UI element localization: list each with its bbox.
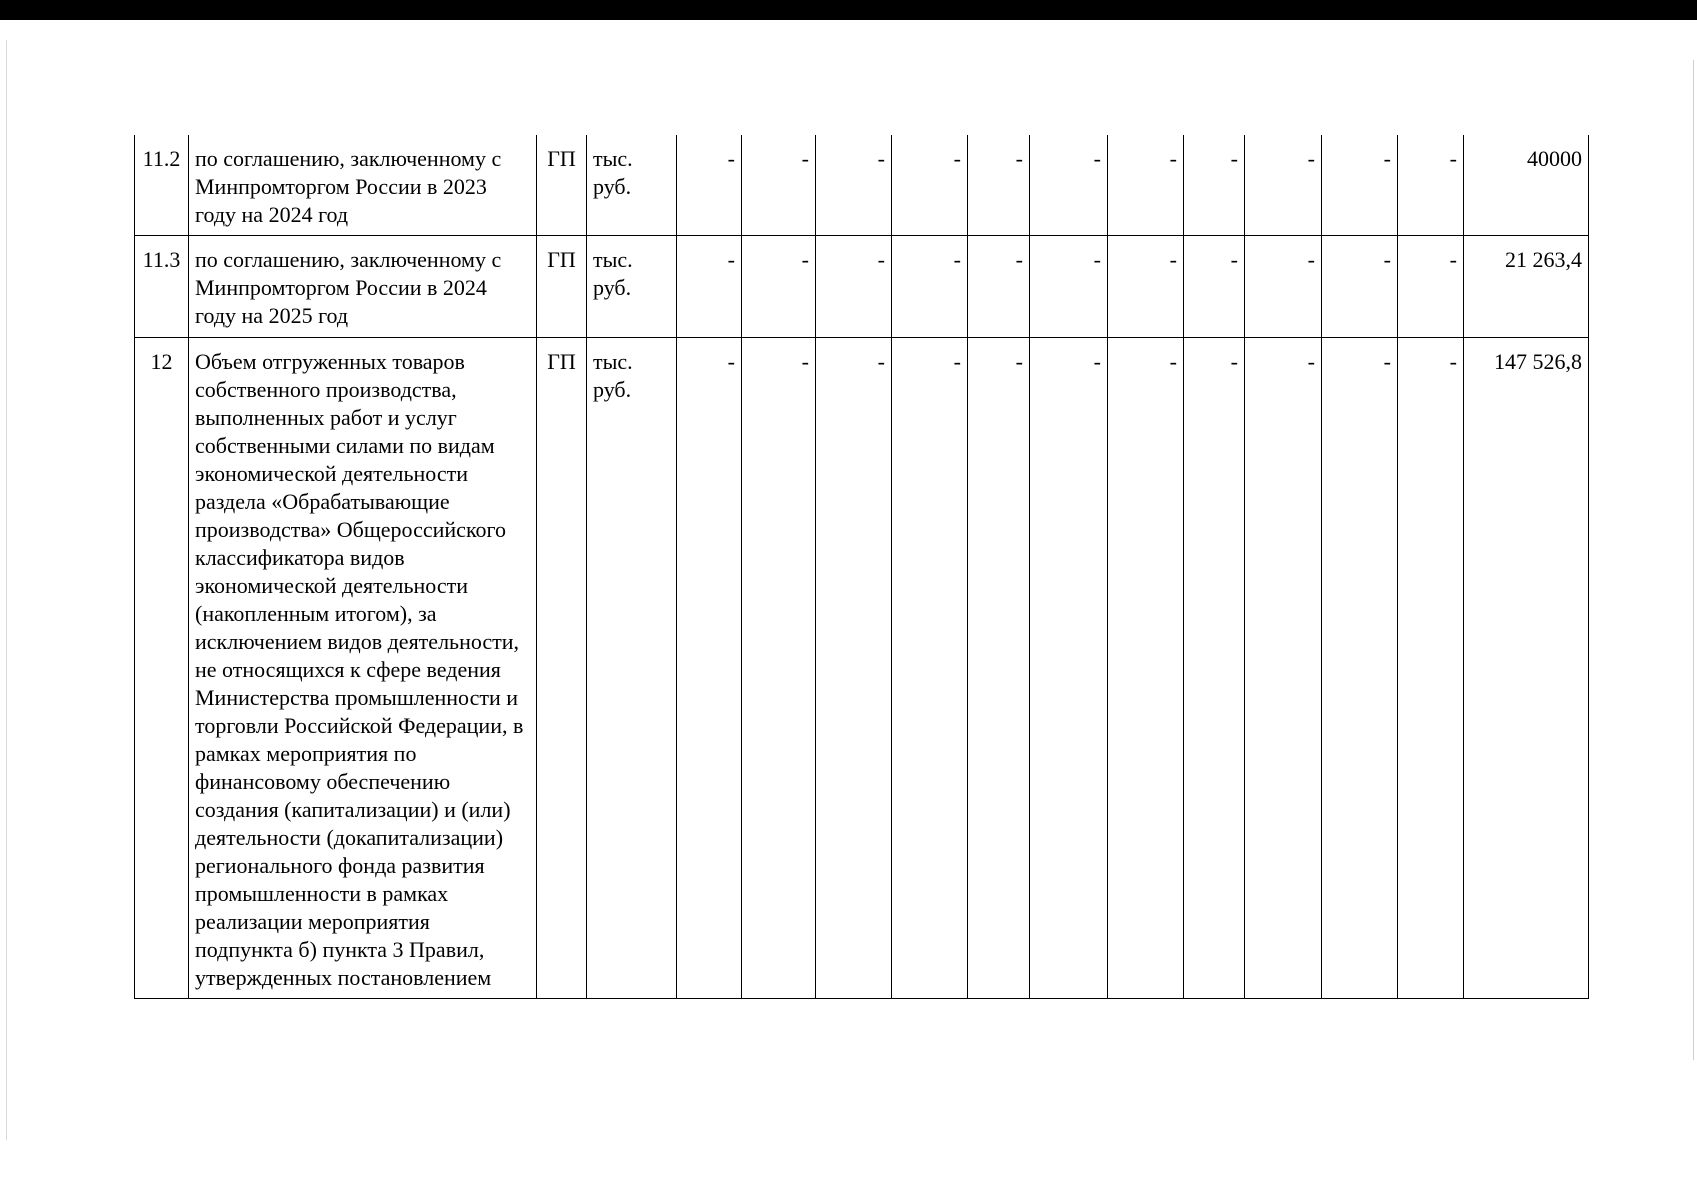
value-cell-11: - bbox=[1398, 135, 1464, 236]
value-cell-3: - bbox=[816, 135, 892, 236]
table-row-11-2 bbox=[135, 135, 1589, 236]
indicator-name: по соглашению, заключенному с Минпромторгом России в 2024 году на 2025 год bbox=[189, 236, 537, 338]
value-cell-8: - bbox=[1184, 338, 1245, 999]
indicator-name: по соглашению, заключенному с Минпромторгом России в 2023 году на 2024 год bbox=[189, 135, 537, 236]
value-cell-10: - bbox=[1322, 236, 1398, 338]
indicator-name: Объем отгруженных товаров собственного производства, выполненных работ и услуг собственными силами по видам экономической деятельности раздела «Обрабатывающие производства» Общероссийского классификатора видов экономической деятельности (накопленным итогом), за исключением видов деятельности, не относящихся к сфере ведения Министерства промышленности и торговли Российской Федерации, в рамках мероприятия по финансовому обеспечению создания (капитализации) и (или) деятельности (докапитализации) регионального фонда развития промышленности в рамках реализации мероприятия подпункта б) пункта 3 Правил, утвержденных постановлением bbox=[189, 338, 537, 999]
scan-right-edge bbox=[1693, 60, 1694, 1060]
unit-cell: тыс. руб. bbox=[587, 338, 677, 999]
value-cell-5: - bbox=[968, 236, 1030, 338]
value-cell-6: - bbox=[1030, 236, 1108, 338]
value-cell-4: - bbox=[892, 338, 968, 999]
value-cell-7: - bbox=[1108, 236, 1184, 338]
value-cell-3: - bbox=[816, 338, 892, 999]
unit-cell: тыс. руб. bbox=[587, 236, 677, 338]
value-cell-5: - bbox=[968, 338, 1030, 999]
scan-top-border bbox=[0, 0, 1697, 20]
row-number: 11.2 bbox=[135, 135, 189, 236]
responsible-cell: ГП bbox=[537, 135, 587, 236]
value-cell-1: - bbox=[677, 338, 742, 999]
table-row-11-3 bbox=[135, 236, 1589, 338]
value-cell-10: - bbox=[1322, 135, 1398, 236]
scan-left-edge bbox=[6, 40, 7, 1140]
unit-cell: тыс. руб. bbox=[587, 135, 677, 236]
value-cell-6: - bbox=[1030, 338, 1108, 999]
row-number: 11.3 bbox=[135, 236, 189, 338]
value-cell-9: - bbox=[1245, 338, 1322, 999]
value-cell-2: - bbox=[742, 236, 816, 338]
value-cell-4: - bbox=[892, 135, 968, 236]
value-cell-4: - bbox=[892, 236, 968, 338]
value-cell-6: - bbox=[1030, 135, 1108, 236]
table-row-12 bbox=[135, 338, 1589, 999]
value-cell-9: - bbox=[1245, 236, 1322, 338]
responsible-cell: ГП bbox=[537, 338, 587, 999]
value-cell-9: - bbox=[1245, 135, 1322, 236]
responsible-cell: ГП bbox=[537, 236, 587, 338]
value-cell-1: - bbox=[677, 135, 742, 236]
value-cell-5: - bbox=[968, 135, 1030, 236]
value-cell-8: - bbox=[1184, 135, 1245, 236]
value-cell-11: - bbox=[1398, 338, 1464, 999]
total-cell: 40000 bbox=[1464, 135, 1589, 236]
value-cell-2: - bbox=[742, 338, 816, 999]
value-cell-3: - bbox=[816, 236, 892, 338]
value-cell-1: - bbox=[677, 236, 742, 338]
value-cell-10: - bbox=[1322, 338, 1398, 999]
row-number: 12 bbox=[135, 338, 189, 999]
value-cell-7: - bbox=[1108, 338, 1184, 999]
value-cell-7: - bbox=[1108, 135, 1184, 236]
total-cell: 21 263,4 bbox=[1464, 236, 1589, 338]
value-cell-2: - bbox=[742, 135, 816, 236]
total-cell: 147 526,8 bbox=[1464, 338, 1589, 999]
value-cell-8: - bbox=[1184, 236, 1245, 338]
indicators-table bbox=[134, 135, 1589, 999]
value-cell-11: - bbox=[1398, 236, 1464, 338]
